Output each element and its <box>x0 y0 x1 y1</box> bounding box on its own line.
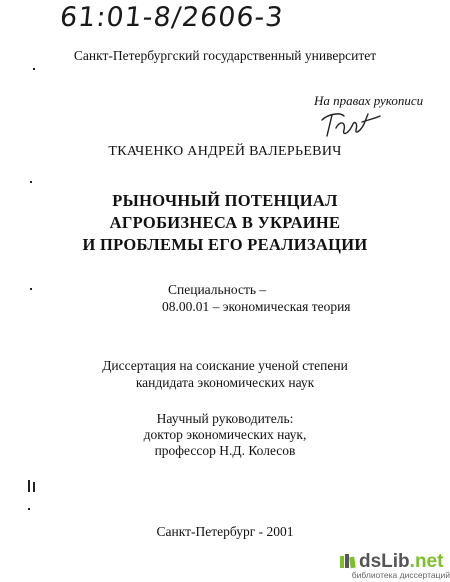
title-line-2: АГРОБИЗНЕСА В УКРАИНЕ <box>109 213 341 232</box>
dissertation-degree-block <box>0 357 450 391</box>
advisor-degree: доктор экономических наук, <box>143 427 307 442</box>
scan-mark <box>30 288 32 290</box>
watermark-logo[interactable] <box>337 550 450 582</box>
author-name: ТКАЧЕНКО АНДРЕЙ ВАЛЕРЬЕВИЧ <box>108 144 342 159</box>
specialty-code: 08.00.01 – экономическая теория <box>162 299 351 314</box>
advisor-name: профессор Н.Д. Колесов <box>154 443 296 458</box>
advisor-block <box>0 411 450 459</box>
handwritten-archive-code: 61:01-8/2606-3 <box>58 2 286 33</box>
title-line-1: РЫНОЧНЫЙ ПОТЕНЦИАЛ <box>112 191 338 210</box>
scan-mark <box>33 68 35 70</box>
scan-mark <box>28 480 30 492</box>
logo-subtitle: библиотека диссертаций <box>351 570 450 580</box>
dissertation-title <box>0 190 450 256</box>
handwritten-signature <box>318 106 382 145</box>
logo-text: dsLib.net <box>359 551 444 572</box>
manuscript-rights-note: На правах рукописи <box>314 93 424 108</box>
degree-line-2: кандидата экономических наук <box>135 375 315 390</box>
specialty-label: Специальность – <box>168 282 267 297</box>
scan-mark <box>30 181 32 183</box>
scan-mark <box>28 508 30 510</box>
specialty-block <box>162 281 351 315</box>
title-line-3: И ПРОБЛЕМЫ ЕГО РЕАЛИЗАЦИИ <box>82 235 368 254</box>
degree-line-1: Диссертация на соискание ученой степени <box>102 358 348 373</box>
scan-mark <box>33 482 35 492</box>
advisor-label: Научный руководитель: <box>156 411 294 426</box>
city-year: Санкт-Петербург - 2001 <box>156 524 294 539</box>
university-name: Санкт-Петербургский государственный университет <box>73 48 377 63</box>
